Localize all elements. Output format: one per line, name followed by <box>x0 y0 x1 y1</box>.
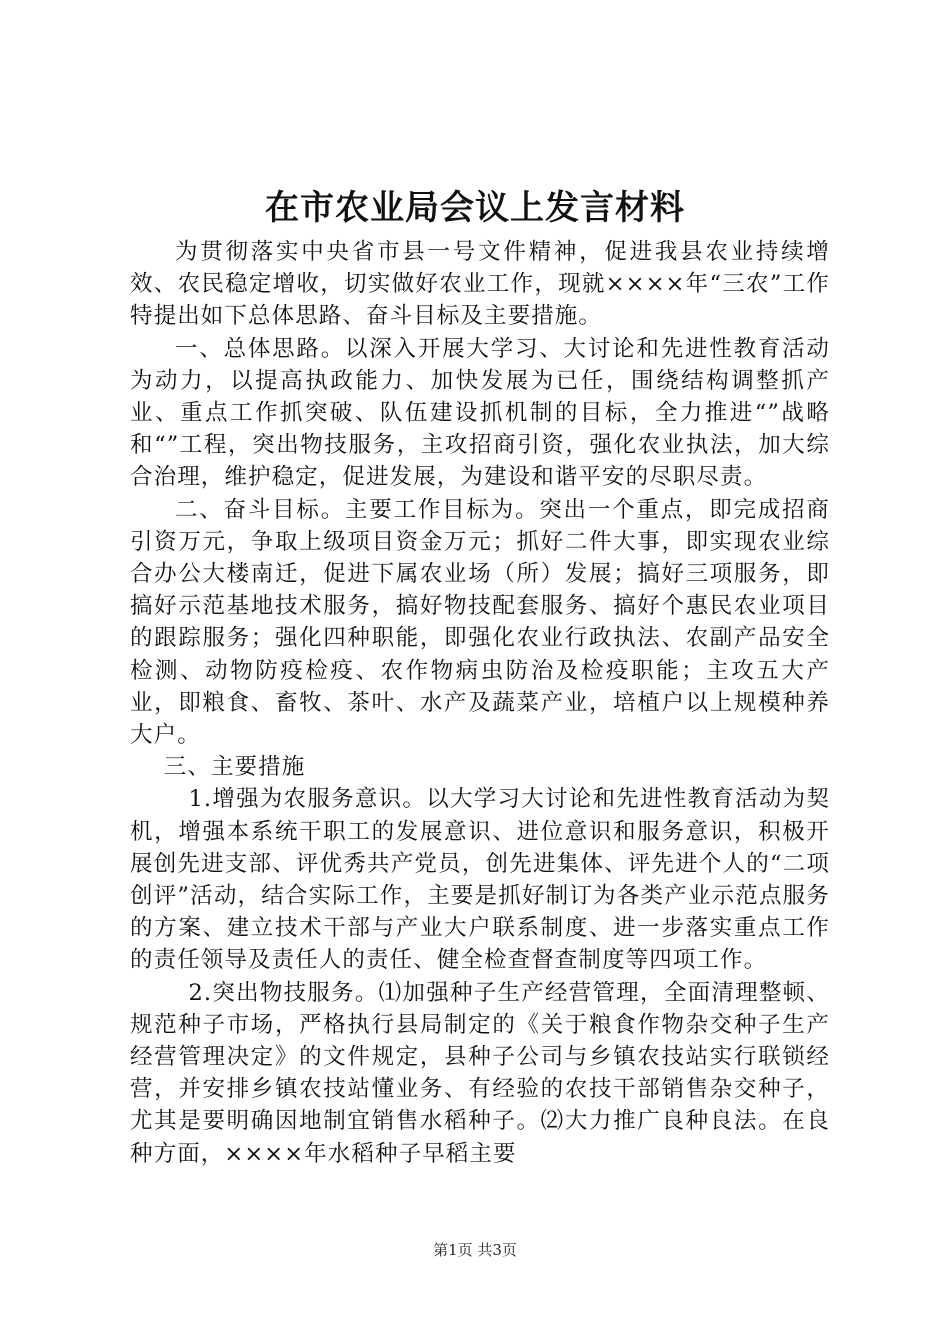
page-number-footer: 第1页 共3页 <box>433 1241 517 1259</box>
section-heading-measures: 三、主要措施 <box>163 754 306 781</box>
paragraph-overall-approach: 一、总体思路。以深入开展大学习、大讨论和先进性教育活动为动力，以提高执政能力、加快发展为已任，围绕结构调整抓产业、重点工作抓突破、队伍建设抓机制的目标，全力推进“”战略和“”工程，突出物技服务，主攻招商引资，强化农业执法，加大综合治理，维护稳定，促进发展，为建设和谐平安的尽职尽责。 <box>130 335 830 491</box>
document-body <box>130 236 830 1170</box>
paragraph-measure-2: 2.突出物技服务。⑴加强种子生产经营管理，全面清理整顿、规范种子市场，严格执行县局制定的《关于粮食作物杂交种子生产经营管理决定》的文件规定，县种子公司与乡镇农技站实行联锁经营，并安排乡镇农技站懂业务、有经验的农技干部销售杂交种子，尤其是要明确因地制宜销售水稻种子。⑵大力推广良种良法。在良种方面，××××年水稻种子早稻主要 <box>130 979 830 1167</box>
paragraph-intro: 为贯彻落实中央省市县一号文件精神，促进我县农业持续增效、农民稳定增收，切实做好农业工作，现就××××年“三农”工作特提出如下总体思路、奋斗目标及主要措施。 <box>130 239 830 330</box>
document-title: 在市农业局会议上发言材料 <box>265 188 685 228</box>
paragraph-measure-1: 1.增强为农服务意识。以大学习大讨论和先进性教育活动为契机，增强本系统干职工的发展意识、进位意识和服务意识，积极开展创先进支部、评优秀共产党员，创先进集体、评先进个人的“二项创评”活动，结合实际工作，主要是抓好制订为各类产业示范点服务的方案、建立技术干部与产业大户联系制度、进一步落实重点工作的责任领导及责任人的责任、健全检查督查制度等四项工作。 <box>130 786 830 974</box>
paragraph-goals: 二、奋斗目标。主要工作目标为。突出一个重点，即完成招商引资万元，争取上级项目资金万元；抓好二件大事，即实现农业综合办公大楼南迁，促进下属农业场（所）发展；搞好三项服务，即搞好示范基地技术服务，搞好物技配套服务、搞好个惠民农业项目的跟踪服务；强化四种职能，即强化农业行政执法、农副产品安全检测、动物防疫检疫、农作物病虫防治及检疫职能；主攻五大产业，即粮食、畜牧、茶叶、水产及蔬菜产业，培植户以上规模种养大户。 <box>130 496 830 749</box>
